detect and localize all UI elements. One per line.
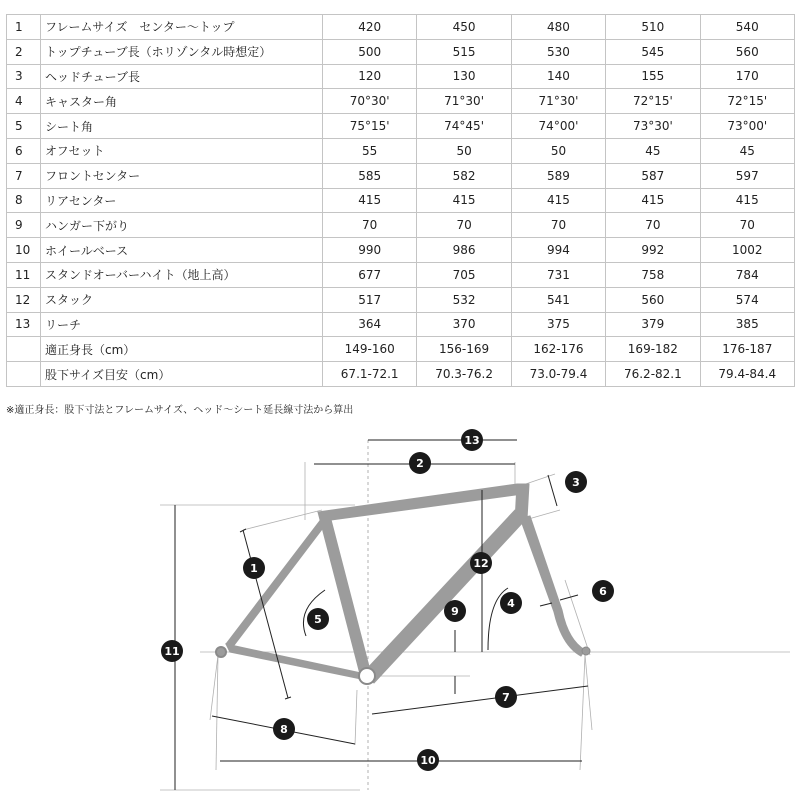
rear-wb-drop [216,655,218,770]
seat-extension-guide [243,510,322,530]
marker-label: 7 [502,691,510,704]
seat-stay [226,518,326,648]
table-cell: 75°15' [323,114,417,139]
marker-label: 8 [280,723,288,736]
dim-6 [560,595,578,600]
dimension-marker-1 [243,557,265,579]
row-label: トップチューブ長（ホリゾンタル時想定） [41,39,323,64]
table-cell: 169-182 [606,337,700,362]
row-label: フロントセンター [41,163,323,188]
front-axle-drop [585,655,592,730]
table-cell: 515 [417,39,511,64]
table-cell: 517 [323,287,417,312]
row-label: ヘッドチューブ長 [41,64,323,89]
table-cell: 994 [511,238,605,263]
row-label: オフセット [41,138,323,163]
row-label: スタック [41,287,323,312]
dimension-marker-10 [417,749,439,771]
row-number: 2 [7,39,41,64]
row-number: 7 [7,163,41,188]
dim-1 [240,529,291,699]
table-cell: 79.4-84.4 [700,362,794,387]
table-cell: 986 [417,238,511,263]
dim-3 [548,475,557,506]
row-label: キャスター角 [41,89,323,114]
table-cell: 50 [417,138,511,163]
dimension-marker-9 [444,600,466,622]
table-cell: 70°30' [323,89,417,114]
table-cell: 420 [323,15,417,40]
table-cell: 379 [606,312,700,337]
marker-label: 2 [416,457,424,470]
table-cell: 73°30' [606,114,700,139]
table-cell: 74°00' [511,114,605,139]
marker-label: 10 [420,754,436,767]
table-cell: 585 [323,163,417,188]
row-label: スタンドオーバーハイト（地上高） [41,262,323,287]
row-number: 1 [7,15,41,40]
row-number: 5 [7,114,41,139]
table-cell: 50 [511,138,605,163]
table-cell: 45 [700,138,794,163]
table-cell: 74°45' [417,114,511,139]
table-cell: 597 [700,163,794,188]
marker-label: 13 [464,434,480,447]
table-cell: 510 [606,15,700,40]
table-cell: 677 [323,262,417,287]
table-cell: 385 [700,312,794,337]
table-cell: 415 [323,188,417,213]
rear-dropout [216,647,226,657]
table-cell: 1002 [700,238,794,263]
marker-label: 11 [164,645,180,658]
row-label: 股下サイズ目安（cm） [41,362,323,387]
marker-label: 1 [250,562,258,575]
table-cell: 731 [511,262,605,287]
table-cell: 574 [700,287,794,312]
marker-label: 5 [314,613,322,626]
bottom-bracket [359,668,375,684]
table-cell: 162-176 [511,337,605,362]
table-cell: 560 [606,287,700,312]
bike-frame [216,484,590,684]
table-cell: 170 [700,64,794,89]
table-cell: 73°00' [700,114,794,139]
table-cell: 560 [700,39,794,64]
table-cell: 370 [417,312,511,337]
dimension-marker-11 [161,640,183,662]
front-dropout [582,647,590,655]
dim-7 [372,686,588,714]
footnote: ※適正身長：股下寸法とフレームサイズ、ヘッド〜シート延長線寸法から算出 [6,405,354,416]
table-cell: 130 [417,64,511,89]
top-tube [318,484,523,521]
table-cell: 176-187 [700,337,794,362]
table-cell: 500 [323,39,417,64]
table-cell: 71°30' [417,89,511,114]
table-cell: 55 [323,138,417,163]
row-label: 適正身長（cm） [41,337,323,362]
table-cell: 70 [323,213,417,238]
fork [520,516,585,656]
row-number: 3 [7,64,41,89]
table-cell: 156-169 [417,337,511,362]
dimension-marker-8 [273,718,295,740]
row-label: フレームサイズ センター〜トップ [41,15,323,40]
table-cell: 540 [700,15,794,40]
table-cell: 784 [700,262,794,287]
row-number: 10 [7,238,41,263]
table-cell: 990 [323,238,417,263]
table-cell: 705 [417,262,511,287]
table-cell: 72°15' [700,89,794,114]
row-number: 13 [7,312,41,337]
row-number: 12 [7,287,41,312]
row-label: リーチ [41,312,323,337]
marker-label: 6 [599,585,607,598]
table-cell: 530 [511,39,605,64]
row-number: 8 [7,188,41,213]
chain-stay [226,644,366,680]
marker-label: 3 [572,476,580,489]
row-number: 9 [7,213,41,238]
table-cell: 532 [417,287,511,312]
row-number: 11 [7,262,41,287]
table-cell: 70 [417,213,511,238]
table-cell: 149-160 [323,337,417,362]
table-cell: 67.1-72.1 [323,362,417,387]
row-label: シート角 [41,114,323,139]
dimension-marker-4 [500,592,522,614]
table-cell: 415 [417,188,511,213]
table-cell: 480 [511,15,605,40]
table-cell: 415 [511,188,605,213]
table-cell: 415 [700,188,794,213]
dimension-marker-5 [307,608,329,630]
dimension-marker-7 [495,686,517,708]
seat-tube [318,512,372,678]
front-wb-drop [580,655,585,770]
table-cell: 415 [606,188,700,213]
dim-4-tick [540,603,552,606]
marker-label: 12 [473,557,489,570]
table-cell: 140 [511,64,605,89]
table-cell: 375 [511,312,605,337]
table-cell: 364 [323,312,417,337]
dimension-marker-2 [409,452,431,474]
dimension-marker-6 [592,580,614,602]
table-cell: 45 [606,138,700,163]
table-cell: 545 [606,39,700,64]
table-cell: 70 [511,213,605,238]
row-label: ホイールベース [41,238,323,263]
table-cell: 70 [606,213,700,238]
dimension-marker-3 [565,471,587,493]
table-cell: 589 [511,163,605,188]
table-cell: 541 [511,287,605,312]
table-cell: 582 [417,163,511,188]
table-cell: 70 [700,213,794,238]
table-cell: 76.2-82.1 [606,362,700,387]
table-cell: 587 [606,163,700,188]
row-number: 6 [7,138,41,163]
dimension-marker-13 [461,429,483,451]
row-label: ハンガー下がり [41,213,323,238]
table-cell: 70.3-76.2 [417,362,511,387]
table-cell: 155 [606,64,700,89]
row-label: リアセンター [41,188,323,213]
bb-drop [355,690,357,745]
dimension-marker-12 [470,552,492,574]
row-number: 4 [7,89,41,114]
marker-label: 4 [507,597,515,610]
marker-label: 9 [451,605,459,618]
table-cell: 450 [417,15,511,40]
table-cell: 72°15' [606,89,700,114]
table-cell: 73.0-79.4 [511,362,605,387]
table-cell: 120 [323,64,417,89]
table-cell: 992 [606,238,700,263]
table-cell: 71°30' [511,89,605,114]
table-cell: 758 [606,262,700,287]
